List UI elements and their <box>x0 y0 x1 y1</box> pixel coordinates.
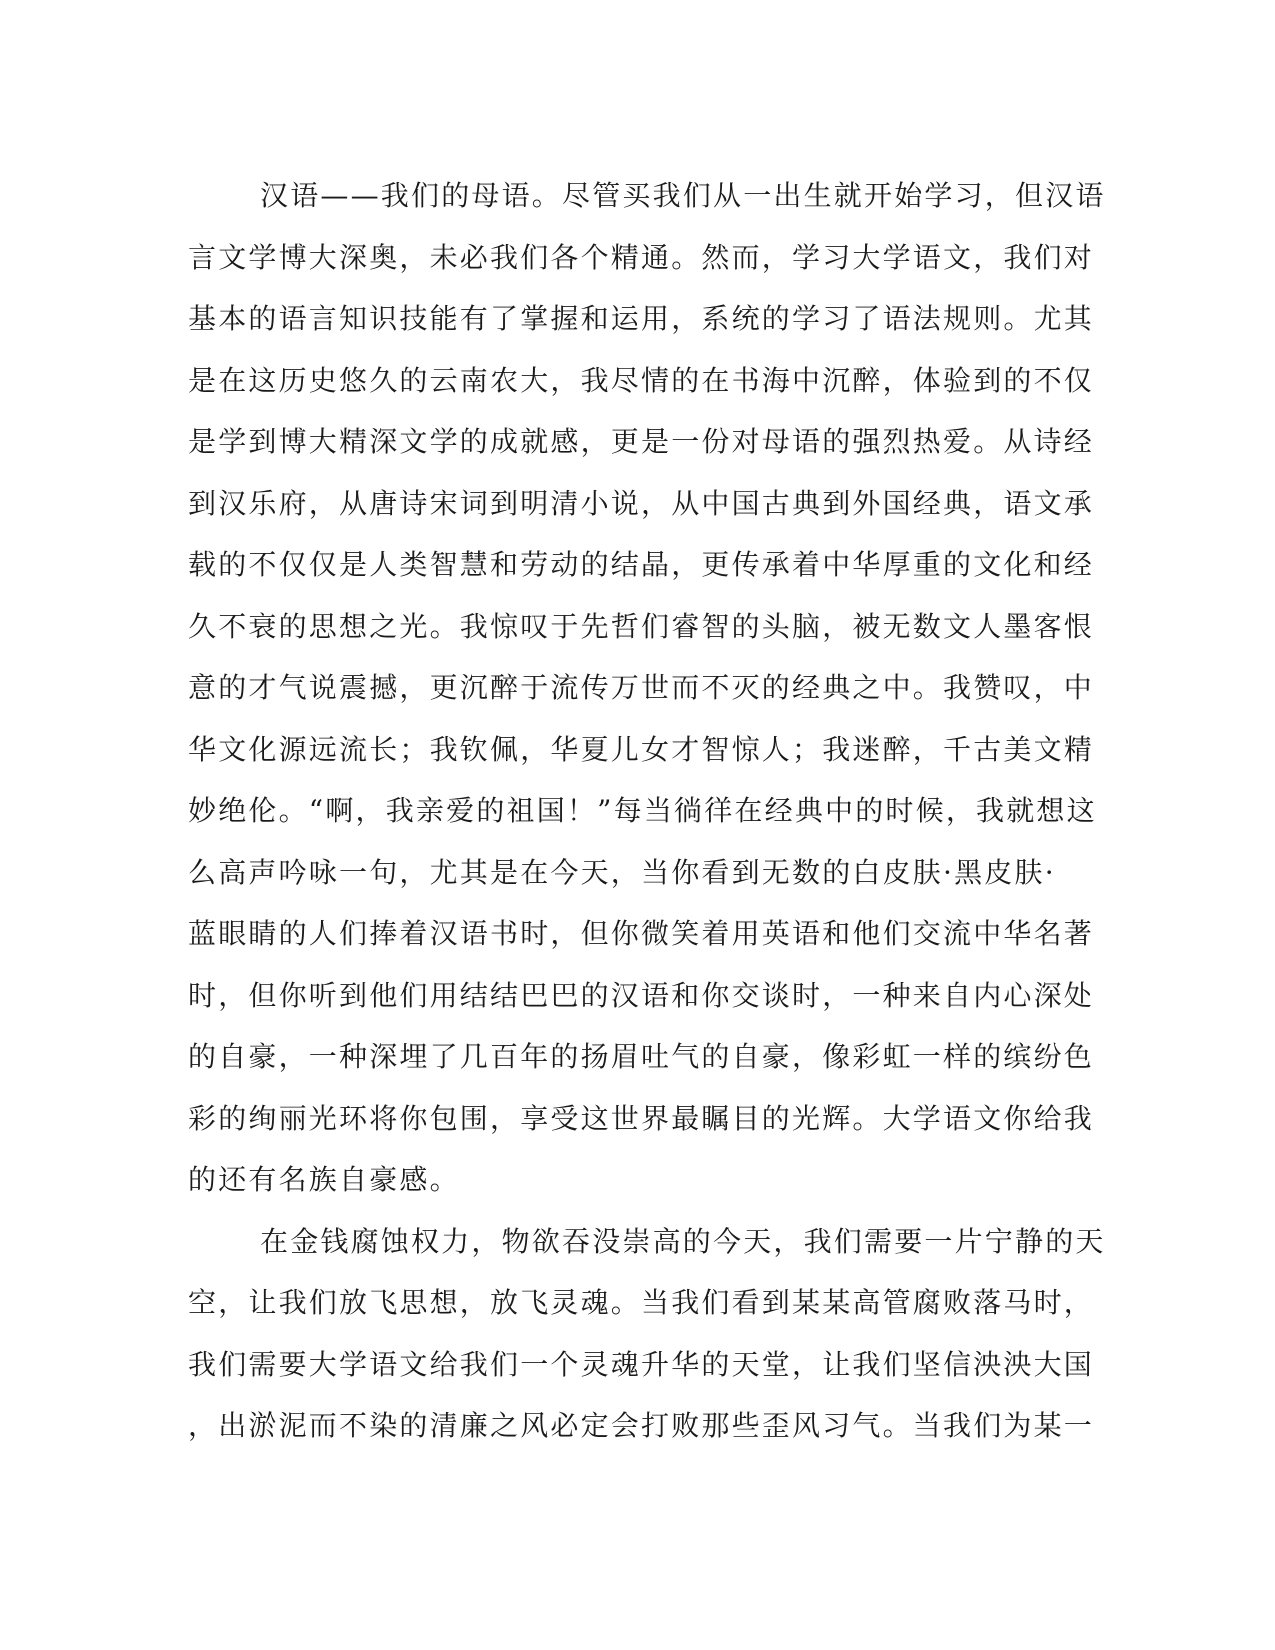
text-line: 意的才气说震撼，更沉醉于流传万世而不灭的经典之中。我赞叹，中 <box>188 671 1095 704</box>
text-line: 是学到博大精深文学的成就感，更是一份对母语的强烈热爱。从诗经 <box>188 425 1095 458</box>
paragraph-1 <box>188 165 1106 1211</box>
text-line: 基本的语言知识技能有了掌握和运用，系统的学习了语法规则。尤其 <box>188 302 1095 335</box>
text-line: ，出淤泥而不染的清廉之风必定会打败那些歪风习气。当我们为某一 <box>188 1409 1095 1442</box>
text-line: 我们需要大学语文给我们一个灵魂升华的天堂，让我们坚信泱泱大国 <box>188 1347 1095 1381</box>
text-line: 载的不仅仅是人类智慧和劳动的结晶，更传承着中华厚重的文化和经 <box>188 548 1095 581</box>
text-line: 的还有名族自豪感。 <box>188 1163 460 1196</box>
document-body <box>188 165 1106 1457</box>
text-line: 的自豪，一种深埋了几百年的扬眉吐气的自豪，像彩虹一样的缤纷色 <box>188 1040 1095 1073</box>
text-line: 在金钱腐蚀权力，物欲吞没崇高的今天，我们需要一片宁静的天 <box>260 1224 1106 1258</box>
text-line: 么高声吟咏一句，尤其是在今天，当你看到无数的白皮肤·黑皮肤· <box>188 855 1056 889</box>
text-line: 时，但你听到他们用结结巴巴的汉语和你交谈时，一种来自内心深处 <box>188 978 1095 1012</box>
text-line: 是在这历史悠久的云南农大，我尽情的在书海中沉醉，体验到的不仅 <box>188 363 1095 397</box>
text-line: 彩的绚丽光环将你包围，享受这世界最瞩目的光辉。大学语文你给我 <box>188 1101 1095 1135</box>
text-line: 华文化源远流长；我钦佩，华夏儿女才智惊人；我迷醉，千古美文精 <box>188 732 1095 766</box>
text-line: 汉语——我们的母语。尽管买我们从一出生就开始学习，但汉语 <box>260 179 1106 212</box>
text-line: 蓝眼睛的人们捧着汉语书时，但你微笑着用英语和他们交流中华名著 <box>188 917 1095 950</box>
text-line: 到汉乐府，从唐诗宋词到明清小说，从中国古典到外国经典，语文承 <box>188 486 1095 520</box>
text-line: 言文学博大深奥，未必我们各个精通。然而，学习大学语文，我们对 <box>188 240 1095 274</box>
text-line: 空，让我们放飞思想，放飞灵魂。当我们看到某某高管腐败落马时， <box>188 1286 1095 1319</box>
paragraph-2 <box>188 1211 1106 1457</box>
text-line: 久不衰的思想之光。我惊叹于先哲们睿智的头脑，被无数文人墨客恨 <box>188 609 1095 643</box>
text-line: 妙绝伦。“啊，我亲爱的祖国！”每当徜徉在经典中的时候，我就想这 <box>188 794 1097 827</box>
